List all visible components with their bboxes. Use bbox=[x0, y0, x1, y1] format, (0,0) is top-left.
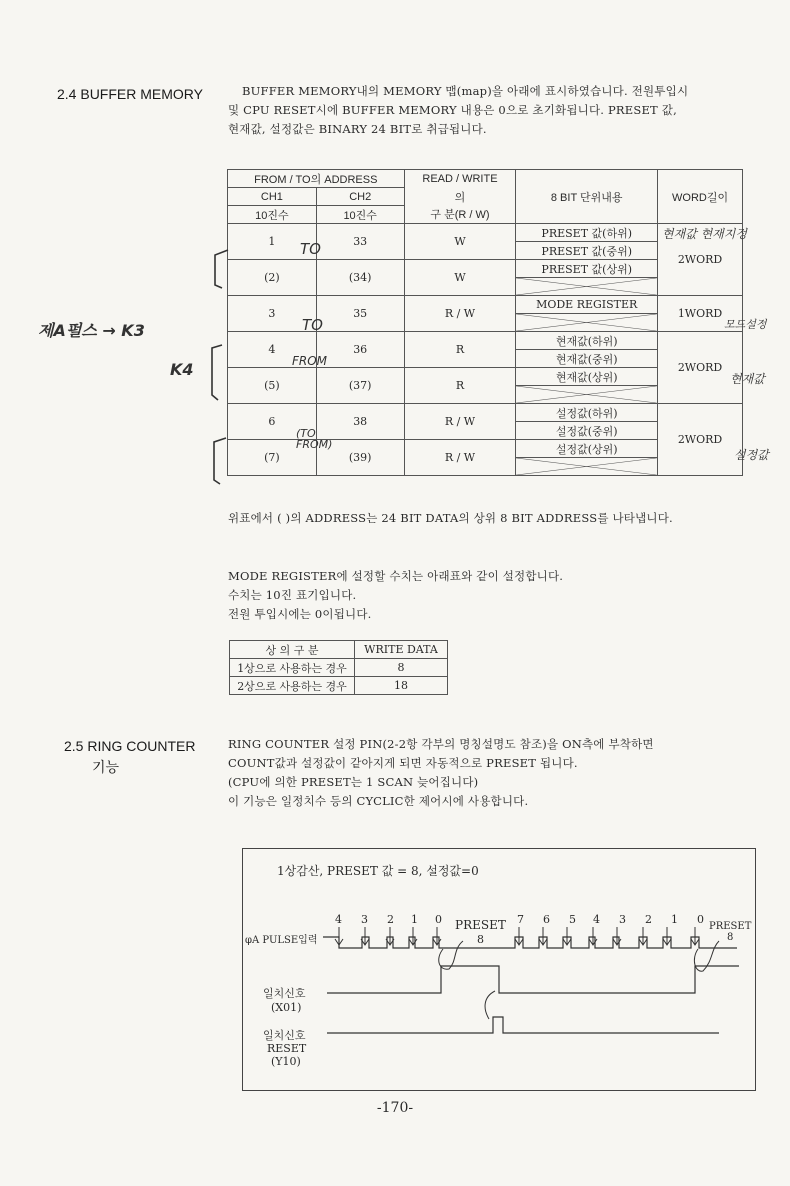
mode-register-table bbox=[229, 640, 448, 695]
reset-addr: (Y10) bbox=[271, 1055, 301, 1068]
ring-counter-text bbox=[228, 735, 654, 811]
count-b: 0 bbox=[697, 913, 704, 926]
mode-line: 전원 투입시에는 0이됩니다. bbox=[228, 607, 372, 621]
handwritten-side-4: 현재값 bbox=[730, 372, 765, 386]
intro-line: 및 CPU RESET시에 BUFFER MEMORY 내용은 0으로 초기화됩니다. PRESET 값, bbox=[228, 103, 677, 117]
cell-ch2: 38 bbox=[316, 404, 404, 440]
timing-diagram-svg bbox=[243, 849, 755, 1090]
cell-ch2: (34) bbox=[316, 260, 404, 296]
section-heading-ring-counter-sub: 기능 bbox=[92, 759, 120, 775]
handwritten-side-1: 현재값 현재지정 bbox=[662, 227, 747, 241]
handwritten-k4: K4 bbox=[170, 360, 194, 379]
mode-register-text bbox=[228, 567, 563, 624]
header-rw-1: READ / WRITE bbox=[404, 170, 516, 188]
word-setval: 2WORD bbox=[658, 404, 743, 476]
cell-rw: R bbox=[404, 332, 516, 368]
pulse-label: φA PULSE입력 bbox=[245, 935, 318, 946]
preset-value-2: 8 bbox=[727, 932, 734, 943]
mode-header-right: WRITE DATA bbox=[355, 641, 448, 659]
header-from-to: FROM / TO의 ADDRESS bbox=[228, 170, 405, 188]
section-heading-ring-counter: 2.5 RING COUNTER bbox=[64, 738, 196, 754]
ring-line: (CPU에 의한 PRESET는 1 SCAN 늦어집니다) bbox=[228, 775, 479, 789]
header-dec1: 10진수 bbox=[228, 206, 317, 224]
ring-line: 이 기능은 일정치수 등의 CYCLIC한 제어시에 사용합니다. bbox=[228, 794, 529, 808]
preset-label-1: PRESET bbox=[455, 918, 506, 932]
preset-value-1: 8 bbox=[477, 933, 484, 946]
content-set-high: 설정값(상위) bbox=[516, 440, 658, 458]
header-rw-3: 구 분(R / W) bbox=[404, 206, 516, 224]
content-preset-high: PRESET 값(상위) bbox=[516, 260, 658, 278]
cell-ch1: 1 bbox=[228, 224, 317, 260]
cell-ch2: (39) bbox=[316, 440, 404, 476]
cell-ch1: (7) bbox=[228, 440, 317, 476]
count-b: 1 bbox=[671, 913, 678, 926]
content-current-high: 현재값(상위) bbox=[516, 368, 658, 386]
handwritten-side-6: 설정값 bbox=[734, 448, 769, 462]
page-number: -170- bbox=[376, 1100, 414, 1116]
content-unused bbox=[516, 278, 658, 296]
cell-ch2: 36 bbox=[316, 332, 404, 368]
word-mode: 1WORD bbox=[658, 296, 743, 332]
handwritten-left-note: 제A펄스 → K3 bbox=[38, 321, 145, 340]
mode-header-left: 상 의 구 분 bbox=[230, 641, 355, 659]
handwritten-brackets bbox=[0, 0, 240, 500]
content-unused bbox=[516, 386, 658, 404]
mode-row-label: 2상으로 사용하는 경우 bbox=[230, 677, 355, 695]
cell-ch1: (5) bbox=[228, 368, 317, 404]
handwritten-tofrom-6: (TO FROM) bbox=[296, 427, 333, 451]
ring-line: COUNT값과 설정값이 같아지게 되면 자동적으로 PRESET 됩니다. bbox=[228, 756, 578, 770]
cell-ch1: (2) bbox=[228, 260, 317, 296]
mode-row-value: 18 bbox=[355, 677, 448, 695]
header-rw-2: 의 bbox=[404, 188, 516, 206]
header-content: 8 BIT 단위내용 bbox=[516, 170, 658, 224]
mode-line: 수치는 10진 표기입니다. bbox=[228, 588, 357, 602]
count-a: 3 bbox=[361, 913, 368, 926]
diagram-title: 1상감산, PRESET 값 = 8, 설정값=0 bbox=[277, 864, 479, 878]
table-note: 위표에서 ( )의 ADDRESS는 24 BIT DATA의 상위 8 BIT ADDRESS를 나타냅니다. bbox=[228, 511, 673, 525]
content-current-low: 현재값(하위) bbox=[516, 332, 658, 350]
count-b: 4 bbox=[593, 913, 600, 926]
count-b: 7 bbox=[517, 913, 524, 926]
count-b: 3 bbox=[619, 913, 626, 926]
content-unused bbox=[516, 458, 658, 476]
word-current: 2WORD bbox=[658, 332, 743, 404]
match-label: 일치신호 bbox=[263, 987, 306, 1000]
content-preset-mid: PRESET 값(중위) bbox=[516, 242, 658, 260]
mode-row-value: 8 bbox=[355, 659, 448, 677]
count-b: 2 bbox=[645, 913, 652, 926]
count-b: 6 bbox=[543, 913, 550, 926]
cell-rw: R / W bbox=[404, 440, 516, 476]
content-mode-register: MODE REGISTER bbox=[516, 296, 658, 314]
content-set-mid: 설정값(중위) bbox=[516, 422, 658, 440]
cell-ch1: 3 bbox=[228, 296, 317, 332]
cell-ch1: 4 bbox=[228, 332, 317, 368]
cell-rw: R bbox=[404, 368, 516, 404]
cell-rw: R / W bbox=[404, 404, 516, 440]
count-a: 1 bbox=[411, 913, 418, 926]
content-current-mid: 현재값(중위) bbox=[516, 350, 658, 368]
timing-diagram bbox=[242, 848, 756, 1091]
section-heading-buffer-memory: 2.4 BUFFER MEMORY bbox=[57, 86, 203, 102]
handwritten-to-1: TO bbox=[300, 240, 321, 258]
mode-row-label: 1상으로 사용하는 경우 bbox=[230, 659, 355, 677]
handwritten-side-3: 모드설정 bbox=[724, 318, 767, 331]
header-ch1: CH1 bbox=[228, 188, 317, 206]
reset-label-1: 일치신호 bbox=[263, 1029, 306, 1042]
word-preset: 2WORD bbox=[658, 224, 743, 296]
cell-ch2: (37) bbox=[316, 368, 404, 404]
match-addr: (X01) bbox=[271, 1001, 302, 1014]
content-unused bbox=[516, 314, 658, 332]
cell-ch2: 35 bbox=[316, 296, 404, 332]
count-b: 5 bbox=[569, 913, 576, 926]
cell-rw: W bbox=[404, 224, 516, 260]
count-a: 0 bbox=[435, 913, 442, 926]
handwritten-from-4: FROM bbox=[292, 354, 328, 368]
cell-ch2: 33 bbox=[316, 224, 404, 260]
reset-label-2: RESET bbox=[267, 1042, 307, 1055]
ring-line: RING COUNTER 설정 PIN(2-2항 각부의 명칭설명도 참조)을 ON측에 부착하면 bbox=[228, 737, 654, 751]
header-ch2: CH2 bbox=[316, 188, 404, 206]
content-preset-low: PRESET 값(하위) bbox=[516, 224, 658, 242]
count-a: 4 bbox=[335, 913, 342, 926]
header-dec2: 10진수 bbox=[316, 206, 404, 224]
header-word: WORD길이 bbox=[658, 170, 743, 224]
cell-rw: W bbox=[404, 260, 516, 296]
content-set-low: 설정값(하위) bbox=[516, 404, 658, 422]
preset-label-2: PRESET bbox=[709, 921, 752, 932]
handwritten-to-3: TO bbox=[302, 316, 323, 334]
buffer-memory-intro bbox=[228, 82, 688, 139]
cell-ch1: 6 bbox=[228, 404, 317, 440]
intro-line: 현재값, 설정값은 BINARY 24 BIT로 취급됩니다. bbox=[228, 122, 487, 136]
cell-rw: R / W bbox=[404, 296, 516, 332]
count-a: 2 bbox=[387, 913, 394, 926]
intro-line: BUFFER MEMORY내의 MEMORY 맵(map)을 아래에 표시하였습니다. 전원투입시 bbox=[242, 84, 689, 98]
mode-line: MODE REGISTER에 설정할 수치는 아래표와 같이 설정합니다. bbox=[228, 569, 564, 583]
